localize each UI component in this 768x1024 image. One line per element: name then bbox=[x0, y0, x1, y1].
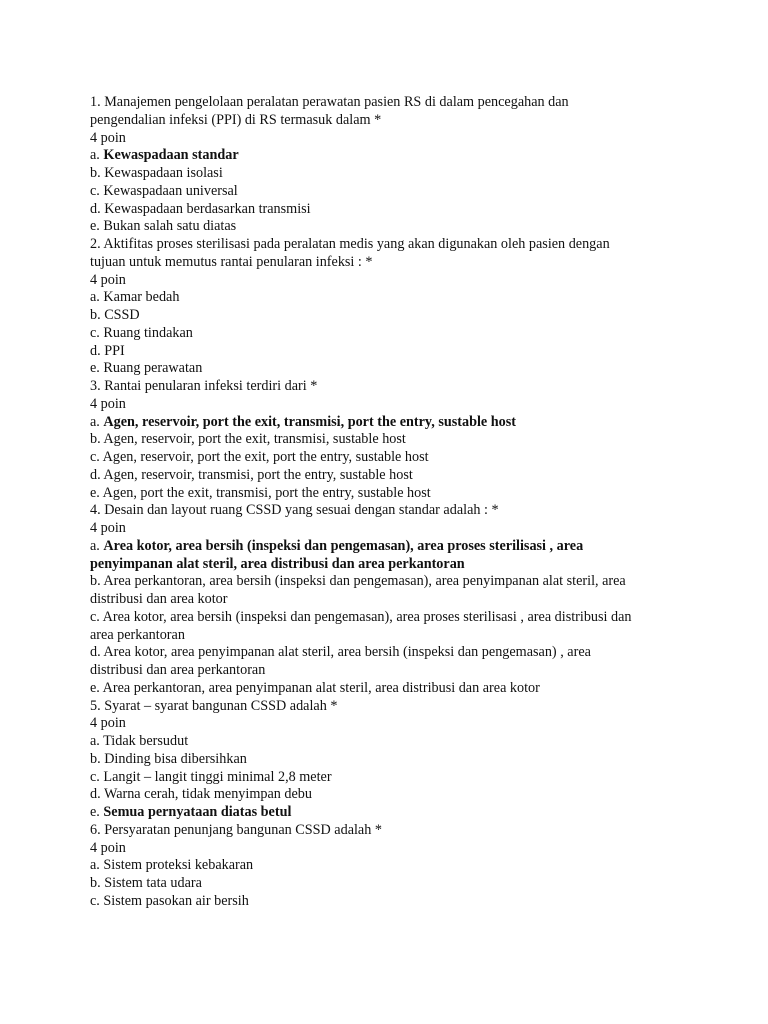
question-1-option-d: d. Kewaspadaan berdasarkan transmisi bbox=[90, 200, 311, 217]
question-2-option-b: b. CSSD bbox=[90, 307, 140, 323]
question-2-option-d: d. PPI bbox=[90, 342, 125, 359]
question-4-text: 4. Desain dan layout ruang CSSD yang sesuai dengan standar adalah : * bbox=[90, 502, 499, 519]
question-5-option-a: a. Tidak bersudut bbox=[90, 733, 189, 749]
question-4-option-b: b. Area perkantoran, area bersih (inspeksi dan pengemasan), area penyimpanan alat steril, area bbox=[90, 573, 626, 590]
question-2-option-e: e. Ruang perawatan bbox=[90, 360, 203, 377]
question-3-text: 3. Rantai penularan infeksi terdiri dari * bbox=[90, 378, 318, 394]
question-3-option-e: e. Agen, port the exit, transmisi, port the entry, sustable host bbox=[90, 484, 431, 501]
question-1-option-e: e. Bukan salah satu diatas bbox=[90, 218, 237, 235]
document-page bbox=[90, 94, 690, 911]
question-3-option-c: c. Agen, reservoir, port the exit, port the entry, sustable host bbox=[90, 449, 429, 465]
question-5-option-c: c. Langit – langit tinggi minimal 2,8 meter bbox=[90, 768, 332, 785]
question-4-option-a-cont: penyimpanan alat steril, area distribusi dan area perkantoran bbox=[90, 555, 465, 572]
question-3-option-d: d. Agen, reservoir, transmisi, port the entry, sustable host bbox=[90, 466, 413, 483]
question-1-option-b: b. Kewaspadaan isolasi bbox=[90, 165, 223, 181]
question-4-option-d-cont: distribusi dan area perkantoran bbox=[90, 662, 266, 678]
question-2-option-a: a. Kamar bedah bbox=[90, 289, 180, 306]
question-5-option-d: d. Warna cerah, tidak menyimpan debu bbox=[90, 786, 312, 803]
question-1-option-a: a. Kewaspadaan standar bbox=[90, 147, 239, 164]
question-1-text-cont: pengendalian infeksi (PPI) di RS termasuk dalam * bbox=[90, 111, 382, 128]
question-5-points: 4 poin bbox=[90, 715, 126, 732]
question-2-text: 2. Aktifitas proses sterilisasi pada peralatan medis yang akan digunakan oleh pasien dengan bbox=[90, 236, 610, 252]
question-6-points: 4 poin bbox=[90, 839, 126, 856]
question-4-option-d: d. Area kotor, area penyimpanan alat steril, area bersih (inspeksi dan pengemasan) , area bbox=[90, 644, 591, 661]
question-4-option-b-cont: distribusi dan area kotor bbox=[90, 591, 228, 607]
question-4-points: 4 poin bbox=[90, 520, 126, 536]
question-6-option-c: c. Sistem pasokan air bersih bbox=[90, 892, 249, 909]
question-4-option-e: e. Area perkantoran, area penyimpanan alat steril, area distribusi dan area kotor bbox=[90, 679, 540, 696]
question-1-option-c: c. Kewaspadaan universal bbox=[90, 182, 238, 199]
question-6-option-a: a. Sistem proteksi kebakaran bbox=[90, 857, 254, 874]
question-2-text-cont: tujuan untuk memutus rantai penularan infeksi : * bbox=[90, 253, 373, 270]
question-6-option-b: b. Sistem tata udara bbox=[90, 875, 202, 891]
question-3-option-a: a. Agen, reservoir, port the exit, transmisi, port the entry, sustable host bbox=[90, 413, 516, 430]
question-1-points: 4 poin bbox=[90, 129, 126, 146]
question-1-text: 1. Manajemen pengelolaan peralatan perawatan pasien RS di dalam pencegahan dan bbox=[90, 94, 569, 110]
question-2-points: 4 poin bbox=[90, 271, 126, 288]
question-4-option-a: a. Area kotor, area bersih (inspeksi dan pengemasan), area proses sterilisasi , area bbox=[90, 537, 584, 554]
question-3-option-b: b. Agen, reservoir, port the exit, transmisi, sustable host bbox=[90, 431, 406, 448]
question-5-text: 5. Syarat – syarat bangunan CSSD adalah * bbox=[90, 697, 338, 714]
question-2-option-c: c. Ruang tindakan bbox=[90, 324, 193, 341]
question-5-option-e: e. Semua pernyataan diatas betul bbox=[90, 804, 292, 820]
question-3-points: 4 poin bbox=[90, 395, 126, 412]
question-4-option-c-cont: area perkantoran bbox=[90, 626, 185, 643]
question-4-option-c: c. Area kotor, area bersih (inspeksi dan pengemasan), area proses sterilisasi , area distribusi dan bbox=[90, 608, 632, 625]
question-5-option-b: b. Dinding bisa dibersihkan bbox=[90, 750, 247, 767]
question-6-text: 6. Persyaratan penunjang bangunan CSSD adalah * bbox=[90, 821, 382, 838]
